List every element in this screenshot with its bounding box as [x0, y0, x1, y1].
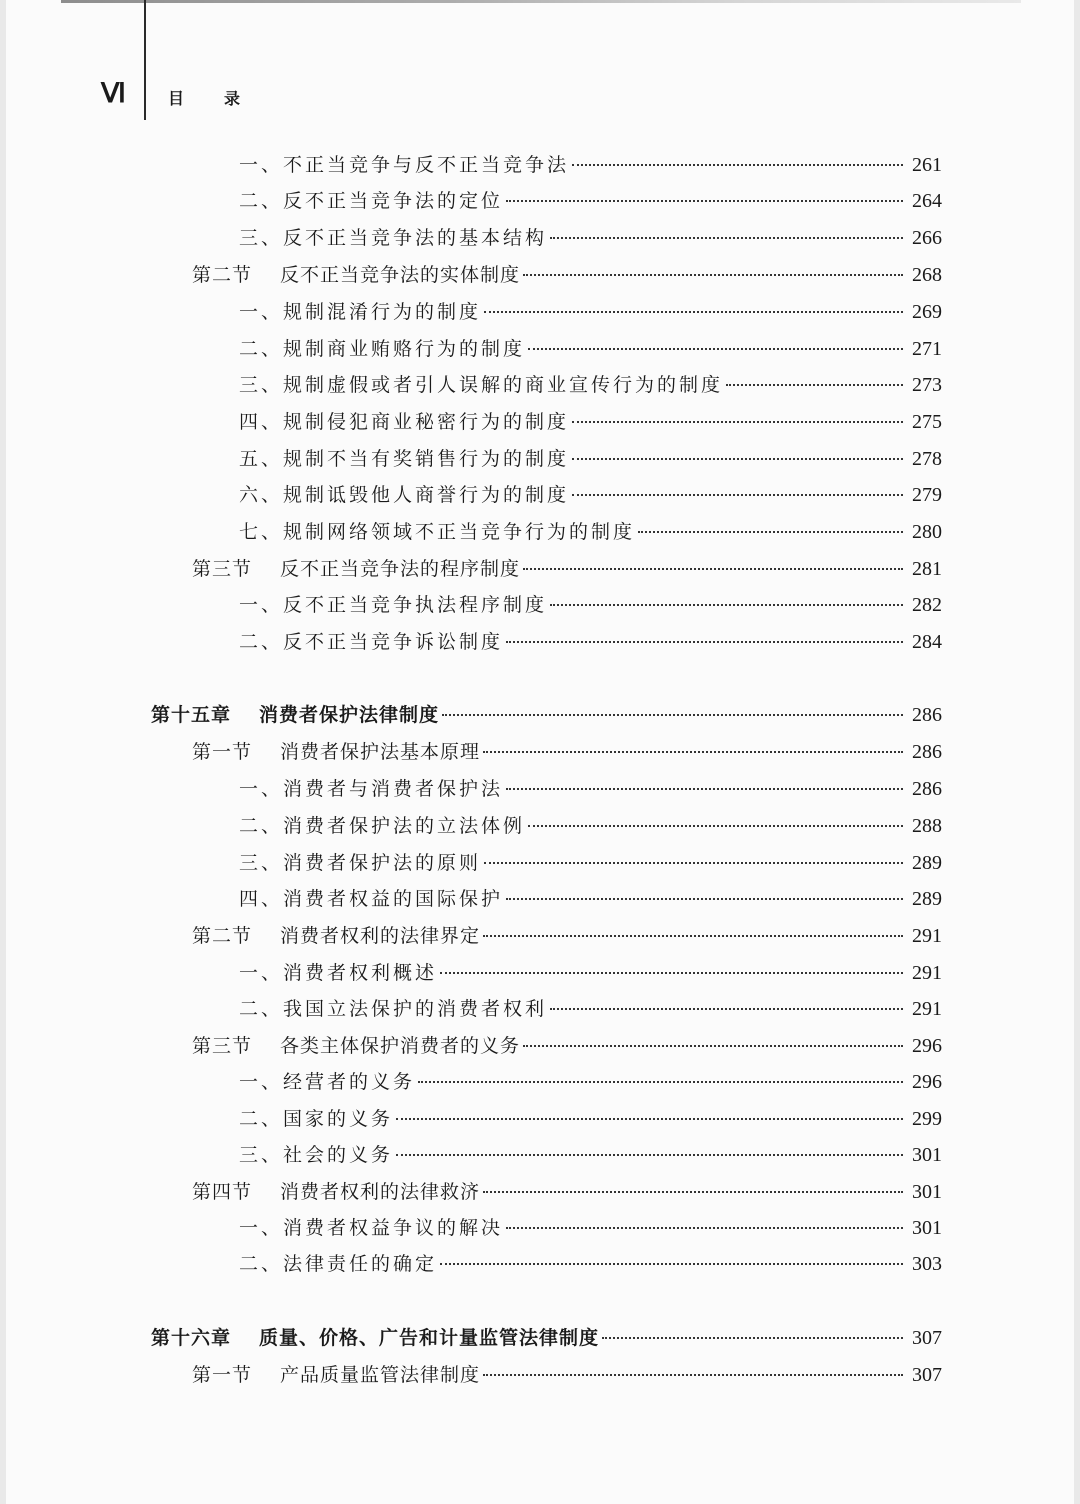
toc-entry-title: [239, 334, 525, 361]
toc-chapter-entry[interactable]: [151, 700, 942, 730]
dot-leader: [442, 714, 903, 716]
toc-item-entry[interactable]: [239, 223, 942, 253]
toc-entry-title: [239, 774, 503, 801]
toc-entry-title: [239, 297, 481, 324]
toc-entry-text: 二、反不正当竞争诉讼制度: [239, 631, 504, 653]
dot-leader: [726, 384, 903, 386]
toc-entry-text: 消费者保护法基本原理: [280, 741, 481, 763]
toc-page-number: 268: [912, 264, 942, 286]
toc-entry-text: 三、消费者保护法的原则: [239, 852, 482, 874]
toc-page-number: 301: [912, 1144, 942, 1166]
toc-entry-number: 第十六章: [151, 1327, 232, 1349]
running-title: 目录: [168, 89, 281, 108]
toc-page-number: 282: [912, 594, 942, 616]
toc-section-entry[interactable]: [192, 554, 942, 584]
toc-page-number: 286: [912, 704, 942, 726]
toc-item-entry[interactable]: [239, 1213, 942, 1243]
dot-leader: [572, 164, 903, 166]
toc-entry-text: 消费者保护法律制度: [259, 704, 440, 726]
toc-page-number: 273: [912, 374, 942, 396]
toc-page-number: 299: [912, 1108, 942, 1130]
table-of-contents: [6, 0, 1074, 1504]
toc-entry-text: 消费者权利的法律界定: [280, 925, 481, 947]
toc-entry-title: [151, 1323, 599, 1350]
toc-section-entry[interactable]: [192, 737, 942, 767]
toc-entry-text: 三、反不正当竞争法的基本结构: [239, 227, 548, 249]
toc-entry-title: [192, 1177, 480, 1204]
toc-entry-text: 七、规制网络领域不正当竞争行为的制度: [239, 521, 636, 543]
toc-item-entry[interactable]: [239, 627, 942, 657]
toc-entry-number: 第二节: [192, 925, 253, 947]
toc-page-number: 279: [912, 484, 942, 506]
toc-entry-text: 消费者权利的法律救济: [280, 1181, 481, 1203]
toc-entry-title: [239, 958, 437, 985]
toc-item-entry[interactable]: [239, 334, 942, 364]
toc-entry-title: [239, 884, 503, 911]
toc-entry-number: 第十五章: [151, 704, 232, 726]
toc-section-entry[interactable]: [192, 1360, 942, 1390]
toc-entry-text: 各类主体保护消费者的义务: [280, 1035, 521, 1057]
toc-entry-title: [239, 1104, 393, 1131]
toc-chapter-entry[interactable]: [151, 1323, 942, 1353]
dot-leader: [440, 1263, 903, 1265]
toc-entry-number: 第四节: [192, 1181, 253, 1203]
dot-leader: [483, 1374, 903, 1376]
toc-item-entry[interactable]: [239, 958, 942, 988]
toc-page-number: 261: [912, 154, 942, 176]
dot-leader: [523, 274, 903, 276]
toc-entry-title: [239, 370, 723, 397]
toc-entry-text: 五、规制不当有奖销售行为的制度: [239, 448, 570, 470]
toc-page-number: 281: [912, 558, 942, 580]
toc-item-entry[interactable]: [239, 517, 942, 547]
toc-page-number: 284: [912, 631, 942, 653]
toc-entry-text: 一、规制混淆行为的制度: [239, 301, 482, 323]
toc-item-entry[interactable]: [239, 1140, 942, 1170]
toc-entry-title: [239, 1213, 503, 1240]
dot-leader: [506, 200, 903, 202]
dot-leader: [484, 311, 903, 313]
toc-item-entry[interactable]: [239, 884, 942, 914]
toc-page-number: 286: [912, 778, 942, 800]
toc-page-number: 307: [912, 1327, 942, 1349]
toc-entry-title: [192, 1031, 520, 1058]
toc-entry-title: [239, 1249, 437, 1276]
dot-leader: [528, 348, 903, 350]
toc-entry-text: 反不正当竞争法的程序制度: [280, 558, 521, 580]
toc-page-number: 288: [912, 815, 942, 837]
toc-page-number: 289: [912, 888, 942, 910]
dot-leader: [506, 788, 903, 790]
dot-leader: [572, 494, 903, 496]
dot-leader: [506, 898, 903, 900]
dot-leader: [528, 825, 903, 827]
toc-entry-text: 一、消费者权益争议的解决: [239, 1217, 504, 1239]
toc-entry-title: [151, 700, 439, 727]
dot-leader: [572, 421, 903, 423]
toc-entry-number: 第三节: [192, 1035, 253, 1057]
toc-entry-text: 二、消费者保护法的立法体例: [239, 815, 526, 837]
page-number: Ⅵ: [101, 78, 125, 108]
toc-entry-title: [239, 444, 569, 471]
toc-page-number: 296: [912, 1071, 942, 1093]
document-page: [6, 0, 1074, 1504]
toc-entry-title: [239, 811, 525, 838]
dot-leader: [440, 972, 903, 974]
toc-page-number: 307: [912, 1364, 942, 1386]
toc-entry-title: [239, 150, 569, 177]
toc-section-entry[interactable]: [192, 260, 942, 290]
toc-item-entry[interactable]: [239, 994, 942, 1024]
dot-leader: [523, 568, 903, 570]
toc-entry-title: [239, 627, 503, 654]
toc-page-number: 289: [912, 852, 942, 874]
dot-leader: [523, 1045, 903, 1047]
toc-page-number: 280: [912, 521, 942, 543]
toc-entry-text: 一、消费者权利概述: [239, 962, 438, 984]
toc-entry-title: [192, 921, 480, 948]
toc-entry-title: [239, 517, 635, 544]
dot-leader: [483, 935, 903, 937]
toc-entry-text: 一、经营者的义务: [239, 1071, 416, 1093]
toc-page-number: 296: [912, 1035, 942, 1057]
toc-item-entry[interactable]: [239, 1067, 942, 1097]
dot-leader: [638, 531, 903, 533]
toc-page-number: 301: [912, 1181, 942, 1203]
toc-item-entry[interactable]: [239, 297, 942, 327]
toc-entry-title: [239, 1067, 415, 1094]
toc-entry-number: 第三节: [192, 558, 253, 580]
toc-entry-text: 四、规制侵犯商业秘密行为的制度: [239, 411, 570, 433]
toc-entry-title: [239, 848, 481, 875]
toc-section-entry[interactable]: [192, 921, 942, 951]
dot-leader: [602, 1337, 903, 1339]
toc-entry-text: 二、我国立法保护的消费者权利: [239, 998, 548, 1020]
toc-entry-text: 一、反不正当竞争执法程序制度: [239, 594, 548, 616]
toc-page-number: 266: [912, 227, 942, 249]
toc-entry-text: 二、国家的义务: [239, 1108, 394, 1130]
dot-leader: [484, 862, 903, 864]
toc-page-number: 291: [912, 962, 942, 984]
toc-page-number: 275: [912, 411, 942, 433]
dot-leader: [506, 641, 903, 643]
toc-entry-title: [239, 994, 547, 1021]
toc-page-number: 269: [912, 301, 942, 323]
dot-leader: [550, 604, 903, 606]
toc-page-number: 264: [912, 190, 942, 212]
toc-item-entry[interactable]: [239, 370, 942, 400]
toc-entry-title: [192, 1360, 480, 1387]
toc-entry-title: [192, 554, 520, 581]
toc-page-number: 301: [912, 1217, 942, 1239]
toc-item-entry[interactable]: [239, 150, 942, 180]
toc-item-entry[interactable]: [239, 444, 942, 474]
toc-entry-text: 四、消费者权益的国际保护: [239, 888, 504, 910]
toc-item-entry[interactable]: [239, 407, 942, 437]
dot-leader: [506, 1227, 903, 1229]
toc-entry-number: 第一节: [192, 741, 253, 763]
toc-entry-title: [192, 737, 480, 764]
dot-leader: [550, 1008, 903, 1010]
toc-item-entry[interactable]: [239, 480, 942, 510]
dot-leader: [418, 1081, 903, 1083]
toc-page-number: 278: [912, 448, 942, 470]
toc-entry-text: 质量、价格、广告和计量监管法律制度: [259, 1327, 600, 1349]
dot-leader: [396, 1154, 903, 1156]
toc-entry-text: 三、规制虚假或者引人误解的商业宣传行为的制度: [239, 374, 724, 396]
toc-entry-number: 第一节: [192, 1364, 253, 1386]
toc-page-number: 286: [912, 741, 942, 763]
toc-entry-title: [239, 1140, 393, 1167]
toc-entry-title: [239, 480, 569, 507]
toc-item-entry[interactable]: [239, 848, 942, 878]
toc-entry-text: 二、反不正当竞争法的定位: [239, 190, 504, 212]
toc-entry-number: 第二节: [192, 264, 253, 286]
toc-entry-text: 二、规制商业贿赂行为的制度: [239, 338, 526, 360]
toc-item-entry[interactable]: [239, 774, 942, 804]
toc-item-entry[interactable]: [239, 186, 942, 216]
dot-leader: [396, 1118, 903, 1120]
toc-section-entry[interactable]: [192, 1031, 942, 1061]
toc-entry-text: 反不正当竞争法的实体制度: [280, 264, 521, 286]
dot-leader: [483, 751, 903, 753]
toc-entry-text: 一、消费者与消费者保护法: [239, 778, 504, 800]
toc-entry-title: [239, 186, 503, 213]
toc-entry-title: [192, 260, 520, 287]
toc-entry-title: [239, 407, 569, 434]
dot-leader: [550, 237, 903, 239]
toc-item-entry[interactable]: [239, 1249, 942, 1279]
toc-page-number: 291: [912, 998, 942, 1020]
toc-item-entry[interactable]: [239, 590, 942, 620]
dot-leader: [572, 458, 903, 460]
toc-entry-text: 六、规制诋毁他人商誉行为的制度: [239, 484, 570, 506]
toc-page-number: 291: [912, 925, 942, 947]
dot-leader: [483, 1191, 903, 1193]
toc-item-entry[interactable]: [239, 811, 942, 841]
toc-entry-text: 一、不正当竞争与反不正当竞争法: [239, 154, 570, 176]
toc-page-number: 303: [912, 1253, 942, 1275]
toc-section-entry[interactable]: [192, 1177, 942, 1207]
toc-entry-text: 产品质量监管法律制度: [280, 1364, 481, 1386]
toc-entry-text: 二、法律责任的确定: [239, 1253, 438, 1275]
toc-entry-text: 三、社会的义务: [239, 1144, 394, 1166]
toc-page-number: 271: [912, 338, 942, 360]
toc-entry-title: [239, 590, 547, 617]
toc-item-entry[interactable]: [239, 1104, 942, 1134]
toc-entry-title: [239, 223, 547, 250]
